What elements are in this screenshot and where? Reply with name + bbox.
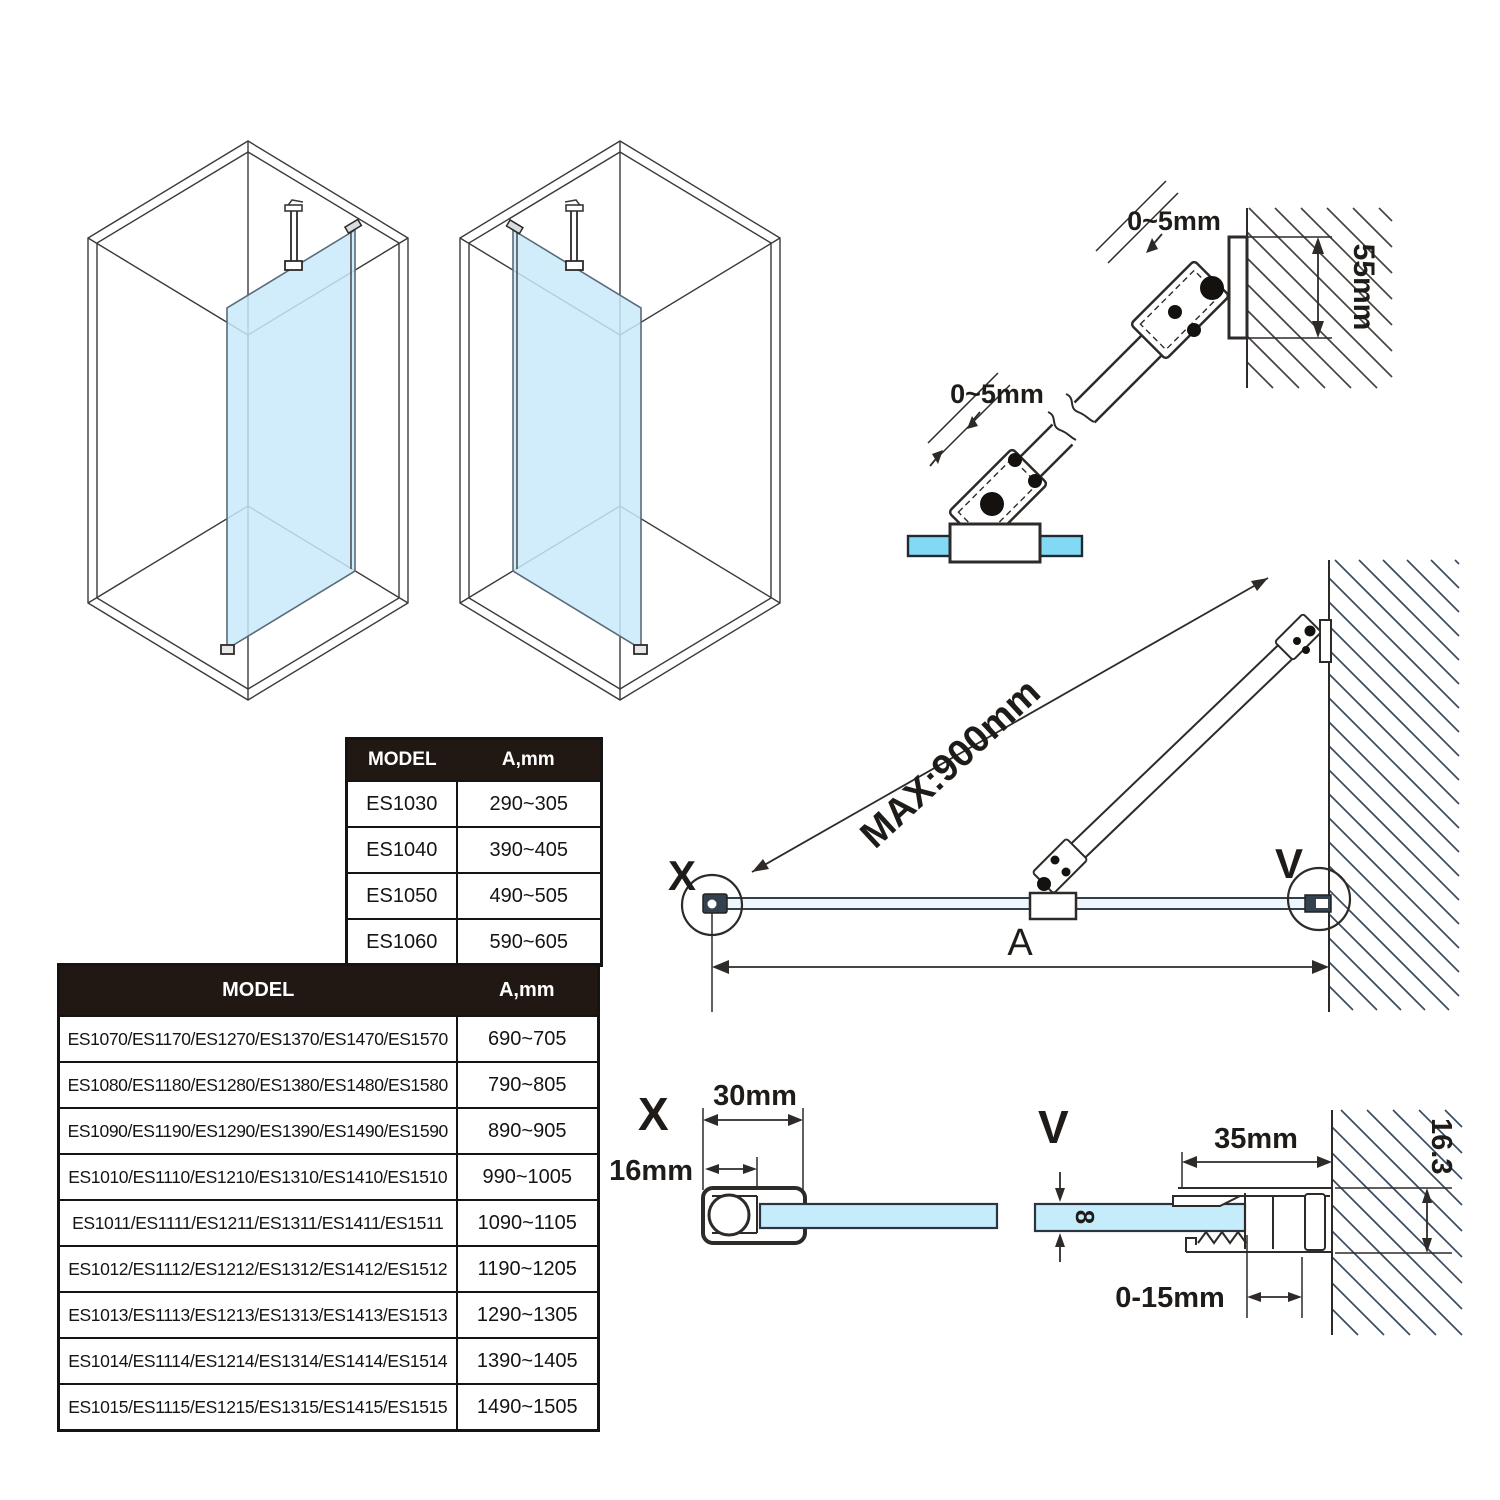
table-row [59, 1154, 599, 1200]
marker-v-label: V [1275, 840, 1304, 887]
cell-model: ES1010/ES1110/ES1210/ES1310/ES1410/ES1510 [59, 1154, 457, 1200]
table-header-row [59, 965, 599, 1017]
wall-hatching [1329, 560, 1459, 1010]
table-row [59, 1384, 599, 1431]
adjust-range-label: 0-15mm [1115, 1282, 1225, 1314]
profile-height-label: 16.3 [1425, 1118, 1457, 1175]
table-row [59, 1108, 599, 1154]
ceiling-support-bar-right [565, 200, 583, 270]
cell-amm: 890~905 [457, 1108, 599, 1154]
pivot-knob [980, 492, 1004, 516]
floor-bracket-right [634, 645, 647, 654]
cell-model: ES1050 [347, 873, 457, 919]
table-row [347, 919, 602, 966]
plan-view [650, 545, 1470, 1065]
tube-offset-label: 16mm [609, 1155, 693, 1187]
cell-model: ES1011/ES1111/ES1211/ES1311/ES1411/ES1511 [59, 1200, 457, 1246]
cell-model: ES1070/ES1170/ES1270/ES1370/ES1470/ES1570 [59, 1016, 457, 1062]
cell-amm: 790~805 [457, 1062, 599, 1108]
detail-x-section [590, 1075, 1010, 1345]
cell-model: ES1060 [347, 919, 457, 966]
cell-model: ES1014/ES1114/ES1214/ES1314/ES1414/ES1514 [59, 1338, 457, 1384]
header-model: MODEL [59, 965, 457, 1017]
ceiling-support-bar-left [285, 200, 303, 270]
cell-model: ES1040 [347, 827, 457, 873]
profile-width-label: 30mm [713, 1080, 797, 1112]
cell-amm: 990~1005 [457, 1154, 599, 1200]
table-row [59, 1246, 599, 1292]
profile-width-label: 35mm [1214, 1123, 1298, 1155]
table-row [59, 1200, 599, 1246]
cell-amm: 490~505 [457, 873, 602, 919]
support-bar-bracket-detail [880, 150, 1420, 600]
spring-clip [1198, 1232, 1246, 1243]
cell-amm: 690~705 [457, 1016, 599, 1062]
header-amm: A,mm [457, 965, 599, 1017]
table-row [59, 1292, 599, 1338]
glass-thickness-label: 8 [1070, 1209, 1100, 1225]
cell-amm: 1390~1405 [457, 1338, 599, 1384]
wall-height-label: 55mm [1347, 243, 1380, 331]
glass-section-v [1035, 1204, 1245, 1231]
detail-v-title: V [1038, 1101, 1069, 1153]
detail-v-section [1020, 1075, 1480, 1395]
floor-bracket-left [221, 645, 234, 654]
cell-model: ES1012/ES1112/ES1212/ES1312/ES1412/ES1512 [59, 1246, 457, 1292]
table-row [59, 1062, 599, 1108]
max-length-label: MAX:900mm [852, 671, 1049, 857]
cell-model: ES1080/ES1180/ES1280/ES1380/ES1480/ES1580 [59, 1062, 457, 1108]
cell-amm: 1490~1505 [457, 1384, 599, 1431]
glass-panel-left [227, 230, 355, 649]
width-dim-label: A [1007, 922, 1033, 964]
table-row [59, 1338, 599, 1384]
table-row [347, 827, 602, 873]
cell-model: ES1030 [347, 781, 457, 827]
glass-top-bracket [345, 219, 361, 233]
model-table-small [345, 737, 603, 967]
table-row [347, 781, 602, 827]
header-amm: A,mm [457, 739, 602, 782]
cell-amm: 1090~1105 [457, 1200, 599, 1246]
gap-top-label: 0~5mm [1127, 206, 1221, 236]
pivot-knob [1200, 276, 1224, 300]
model-table-large [57, 963, 600, 1432]
cell-model: ES1013/ES1113/ES1213/ES1313/ES1413/ES1513 [59, 1292, 457, 1338]
cell-amm: 290~305 [457, 781, 602, 827]
glass-section-x [760, 1204, 997, 1228]
glass-panel-right [513, 230, 641, 649]
round-tube-seal [709, 1195, 749, 1235]
cell-amm: 1290~1305 [457, 1292, 599, 1338]
glass-top-bracket [506, 220, 522, 234]
enclosure-left-isometric [88, 141, 408, 700]
cell-amm: 390~405 [457, 827, 602, 873]
cell-amm: 1190~1205 [457, 1246, 599, 1292]
table-row [347, 873, 602, 919]
bar-wall-bracket [1275, 614, 1331, 662]
marker-x-label: X [668, 852, 697, 899]
cell-model: ES1090/ES1190/ES1290/ES1390/ES1490/ES1590 [59, 1108, 457, 1154]
header-model: MODEL [347, 739, 457, 782]
detail-x-title: X [638, 1088, 669, 1140]
cell-amm: 590~605 [457, 919, 602, 966]
wall-mount-plate [1229, 237, 1247, 338]
gap-bottom-label: 0~5mm [950, 379, 1044, 409]
cell-model: ES1015/ES1115/ES1215/ES1315/ES1415/ES1515 [59, 1384, 457, 1431]
table-row [59, 1016, 599, 1062]
glass-panel-plan [725, 898, 1305, 909]
table-header-row [347, 739, 602, 782]
